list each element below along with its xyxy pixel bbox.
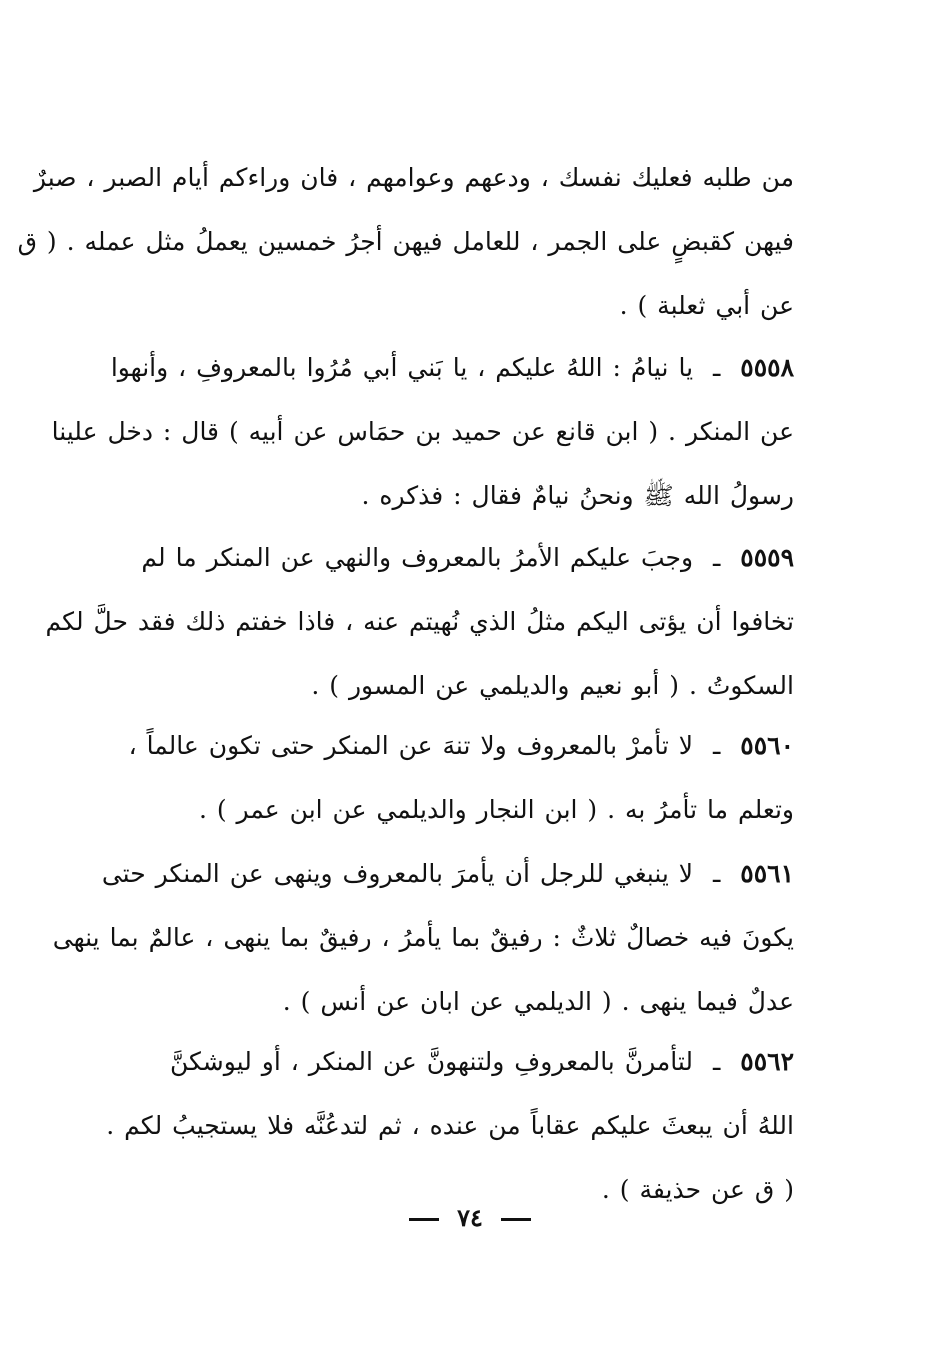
continuation-paragraph bbox=[17, 146, 794, 338]
hadith-text: يا نيامُ : اللهُ عليكم ، يا بَني أبي مُرُوا بالمعروفِ ، وأنهوا bbox=[110, 353, 694, 382]
text-line: عن المنكر . ( ابن قانع عن حميد بن حمَاس عن أبيه ) قال : دخل علينا bbox=[51, 417, 794, 446]
hadith-dash: ـ bbox=[713, 353, 721, 382]
text-line: عدلٌ فيما ينهى . ( الديلمي عن ابان عن أنس ) . bbox=[282, 987, 794, 1016]
text-line: عن أبي ثعلبة ) . bbox=[619, 291, 794, 320]
hadith-number: ٥٥٦٠ bbox=[740, 731, 794, 760]
hadith-number: ٥٥٥٩ bbox=[740, 543, 794, 572]
text-line: اللهُ أن يبعثَ عليكم عقاباً من عنده ، ثم لتدعُنَّه فلا يستجيبُ لكم . bbox=[106, 1111, 794, 1140]
hadith-text: لتأمرنَّ بالمعروفِ ولتنهونَّ عن المنكر ، أو ليوشكنَّ bbox=[169, 1047, 694, 1076]
text-line bbox=[122, 1030, 794, 1094]
hadith-number: ٥٥٥٨ bbox=[740, 353, 794, 382]
hadith-dash: ـ bbox=[713, 543, 721, 572]
hadith-entry bbox=[51, 336, 794, 528]
hadith-text: لا تأمرْ بالمعروف ولا تنهَ عن المنكر حتى تكون عالماً ، bbox=[128, 731, 694, 760]
text-line: يكونَ فيه خصالٌ ثلاثٌ : رفيقٌ بما يأمرُ ، رفيقٌ بما ينهى ، عالمٌ بما ينهى bbox=[52, 923, 794, 952]
page-number-dash bbox=[409, 1218, 439, 1221]
hadith-entry bbox=[45, 526, 794, 718]
text-line: رسولُ الله ﷺ ونحنُ نيامٌ فقال : فذكره . bbox=[361, 481, 794, 510]
hadith-entry bbox=[122, 714, 794, 842]
text-line bbox=[122, 526, 794, 590]
text-line: وتعلم ما تأمرُ به . ( ابن النجار والديلمي عن ابن عمر ) . bbox=[198, 795, 794, 824]
text-line: ( ق عن حذيفة ) . bbox=[601, 1175, 794, 1204]
hadith-dash: ـ bbox=[713, 1047, 721, 1076]
hadith-text: لا ينبغي للرجل أن يأمرَ بالمعروف وينهى عن المنكر حتى bbox=[101, 859, 694, 888]
hadith-text: وجبَ عليكم الأمرُ بالمعروف والنهي عن المنكر ما لم bbox=[141, 543, 694, 572]
text-line bbox=[110, 336, 794, 400]
text-line bbox=[122, 714, 794, 778]
text-line bbox=[101, 842, 794, 906]
text-line: السكوتُ . ( أبو نعيم والديلمي عن المسور ) . bbox=[311, 671, 794, 700]
hadith-dash: ـ bbox=[713, 859, 721, 888]
text-line: فيهن كقبضٍ على الجمر ، للعامل فيهن أجرُ خمسين يعملُ مثل عمله . ( ق bbox=[17, 227, 794, 256]
hadith-number: ٥٥٦٢ bbox=[740, 1047, 794, 1076]
page-number-dash bbox=[501, 1218, 531, 1221]
hadith-dash: ـ bbox=[713, 731, 721, 760]
page-number bbox=[0, 1188, 940, 1248]
hadith-number: ٥٥٦١ bbox=[740, 859, 794, 888]
text-line: تخافوا أن يؤتى اليكم مثلُ الذي نُهيتم عنه ، فاذا خفتم ذلك فقد حلَّ لكم bbox=[45, 607, 794, 636]
text-line: من طلبه فعليك نفسك ، ودعهم وعوامهم ، فان وراءكم أيام الصبر ، صبرٌ bbox=[33, 163, 794, 192]
page-number-value: ٧٤ bbox=[457, 1203, 483, 1232]
hadith-entry bbox=[52, 842, 794, 1034]
